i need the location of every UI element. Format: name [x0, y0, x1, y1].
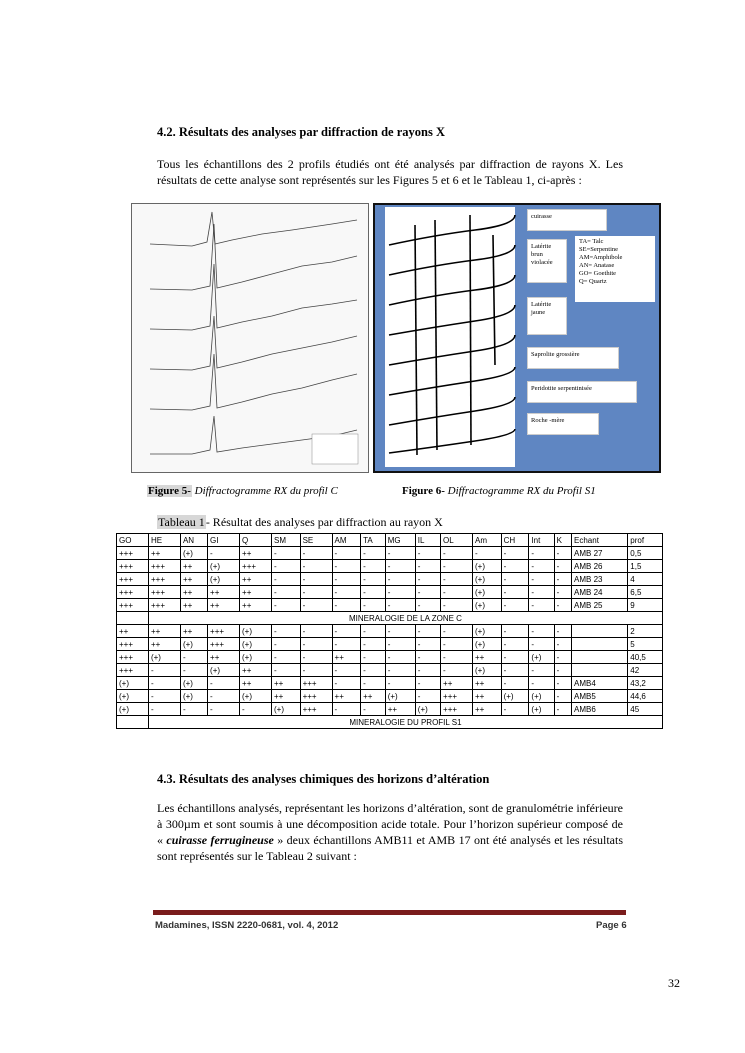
table-cell: [117, 612, 149, 625]
table-cell: AMB4: [572, 677, 628, 690]
table-cell: (+): [271, 703, 300, 716]
table-header-cell: GI: [208, 534, 240, 547]
table-cell: ++: [117, 625, 149, 638]
p43-text-2: » deux échantillons AMB11 et AMB 17 ont été analysés et les résultats sont représentés sur le Tableau 2 suivant :: [157, 833, 623, 863]
table-cell: AMB6: [572, 703, 628, 716]
legend-entry: GO= Goethite: [579, 270, 617, 277]
table-row: [117, 586, 663, 599]
table-cell: ++: [472, 651, 501, 664]
table-row: [117, 547, 663, 560]
table-cell: +++: [148, 586, 180, 599]
table-row: [117, 664, 663, 677]
table-cell: -: [332, 638, 361, 651]
table-cell: (+): [180, 677, 207, 690]
table-cell: (+): [180, 638, 207, 651]
table-cell: (+): [240, 651, 272, 664]
table-cell: -: [501, 560, 529, 573]
table-cell: ++: [208, 599, 240, 612]
table-cell: ++: [271, 677, 300, 690]
table-cell: -: [529, 625, 554, 638]
table-cell: +++: [117, 573, 149, 586]
table-cell: (+): [208, 664, 240, 677]
table-cell: ++: [180, 625, 207, 638]
table-cell: -: [554, 638, 571, 651]
table-cell: -: [529, 586, 554, 599]
table-cell: ++: [240, 599, 272, 612]
table-cell: -: [271, 586, 300, 599]
table-cell: -: [472, 547, 501, 560]
table-row: [117, 677, 663, 690]
table-cell: AMB5: [572, 690, 628, 703]
table-cell: ++: [472, 703, 501, 716]
footer-journal: Madamines, ISSN 2220-0681, vol. 4, 2012: [155, 920, 339, 931]
table-cell: -: [415, 677, 440, 690]
table-cell: -: [554, 599, 571, 612]
table-cell: ++: [472, 677, 501, 690]
table-cell: (+): [472, 573, 501, 586]
table-cell: ++: [361, 690, 386, 703]
table-cell: -: [385, 560, 415, 573]
table-cell: (+): [240, 625, 272, 638]
table-cell: +++: [117, 651, 149, 664]
table-cell: ++: [148, 625, 180, 638]
table-cell: -: [148, 664, 180, 677]
table-header-cell: K: [554, 534, 571, 547]
table-cell: -: [208, 703, 240, 716]
table-header-cell: GO: [117, 534, 149, 547]
table-row: [117, 560, 663, 573]
table-cell: -: [415, 586, 440, 599]
table-cell: -: [385, 638, 415, 651]
table-cell: (+): [208, 560, 240, 573]
table-cell: -: [501, 703, 529, 716]
table-cell: -: [208, 677, 240, 690]
table-cell: -: [271, 560, 300, 573]
table-cell: +++: [240, 560, 272, 573]
table-cell: (+): [117, 703, 149, 716]
table-cell: +++: [208, 625, 240, 638]
table-cell: 2: [628, 625, 663, 638]
table-cell: ++: [180, 586, 207, 599]
table-cell: -: [332, 573, 361, 586]
table-cell: -: [441, 638, 473, 651]
table-cell: -: [441, 651, 473, 664]
table-cell: -: [332, 560, 361, 573]
table-cell: -: [300, 586, 332, 599]
table-cell: 40,5: [628, 651, 663, 664]
table-cell: -: [554, 651, 571, 664]
zone-label: MINERALOGIE DU PROFIL S1: [148, 716, 662, 729]
table-cell: ++: [240, 677, 272, 690]
table-cell: +++: [117, 638, 149, 651]
table-cell: (+): [415, 703, 440, 716]
table-cell: +++: [441, 690, 473, 703]
table-zone-row: [117, 716, 663, 729]
table-cell: -: [441, 625, 473, 638]
table-cell: -: [300, 573, 332, 586]
table-cell: -: [441, 599, 473, 612]
fig6-label-laterite-jaune: Latérite jaune: [527, 297, 567, 335]
table-cell: +++: [300, 690, 332, 703]
footer-rule: [153, 910, 626, 915]
table-cell: -: [529, 638, 554, 651]
table-cell: -: [441, 664, 473, 677]
table-cell: -: [300, 560, 332, 573]
table-cell: -: [271, 651, 300, 664]
table-cell: ++: [332, 651, 361, 664]
table-cell: -: [554, 677, 571, 690]
section-4-3-paragraph: [157, 800, 623, 864]
table-cell: -: [501, 599, 529, 612]
table-header-cell: prof: [628, 534, 663, 547]
figure-6-label: Figure 6-: [402, 485, 445, 497]
table-cell: 9: [628, 599, 663, 612]
table-cell: -: [300, 547, 332, 560]
table-row: [117, 599, 663, 612]
table-cell: -: [529, 677, 554, 690]
table-cell: -: [332, 586, 361, 599]
table-cell: (+): [529, 703, 554, 716]
table-cell: -: [300, 625, 332, 638]
legend-entry: AM=Amphibole: [579, 254, 623, 261]
section-title-4-2: 4.2. Résultats des analyses par diffraction de rayons X: [157, 125, 445, 139]
table-cell: (+): [472, 599, 501, 612]
table-cell: -: [415, 664, 440, 677]
table-cell: (+): [529, 651, 554, 664]
table-cell: -: [554, 547, 571, 560]
table-cell: (+): [472, 586, 501, 599]
table-cell: -: [332, 677, 361, 690]
table-cell: -: [501, 664, 529, 677]
table-header-cell: CH: [501, 534, 529, 547]
table-header-cell: SE: [300, 534, 332, 547]
table-cell: -: [554, 664, 571, 677]
legend-entry: Q= Quartz: [579, 278, 607, 285]
table-cell: +++: [148, 560, 180, 573]
table-cell: [572, 638, 628, 651]
table-cell: -: [300, 599, 332, 612]
table-cell: -: [332, 664, 361, 677]
table-row: [117, 638, 663, 651]
table-cell: (+): [208, 573, 240, 586]
figure-5-caption: [147, 485, 338, 497]
table-cell: -: [385, 586, 415, 599]
table-cell: +++: [117, 547, 149, 560]
section-4-2-paragraph: Tous les échantillons des 2 profils étudiés ont été analysés par diffraction de rayons X. Les résultats de cette analyse sont représentés sur les Figures 5 et 6 et le Tableau 1, ci-après :: [157, 157, 623, 187]
table-row: [117, 651, 663, 664]
table-cell: -: [385, 573, 415, 586]
table-cell: -: [385, 547, 415, 560]
table-1-title-text: - Résultat des analyses par diffraction au rayon X: [205, 515, 443, 529]
table-header-cell: AN: [180, 534, 207, 547]
table-cell: (+): [240, 638, 272, 651]
table-cell: 45: [628, 703, 663, 716]
table-cell: -: [501, 677, 529, 690]
table-cell: -: [415, 560, 440, 573]
legend-entry: AN= Anatase: [579, 262, 615, 269]
table-header-cell: HE: [148, 534, 180, 547]
table-cell: -: [415, 547, 440, 560]
table-cell: AMB 26: [572, 560, 628, 573]
table-cell: ++: [240, 573, 272, 586]
table-cell: -: [332, 599, 361, 612]
table-cell: -: [385, 651, 415, 664]
table-cell: -: [385, 677, 415, 690]
table-cell: ++: [441, 677, 473, 690]
table-cell: +++: [148, 573, 180, 586]
table-cell: ++: [271, 690, 300, 703]
table-1-title: [157, 515, 443, 530]
table-cell: 42: [628, 664, 663, 677]
table-cell: (+): [117, 677, 149, 690]
legend-entry: SE=Serpentine: [579, 246, 619, 253]
table-cell: -: [271, 547, 300, 560]
table-cell: (+): [529, 690, 554, 703]
fig6-legend: [575, 236, 655, 302]
table-cell: -: [271, 664, 300, 677]
footer-page: Page 6: [596, 920, 627, 931]
table-cell: -: [332, 547, 361, 560]
table-cell: -: [501, 651, 529, 664]
figure-6-caption: [402, 485, 596, 497]
table-header-row: [117, 534, 663, 547]
table-cell: -: [554, 625, 571, 638]
table-cell: [572, 625, 628, 638]
table-cell: -: [271, 573, 300, 586]
table-row: [117, 703, 663, 716]
table-cell: ++: [332, 690, 361, 703]
table-cell: -: [554, 560, 571, 573]
table-cell: -: [554, 690, 571, 703]
table-cell: -: [208, 690, 240, 703]
table-1: [116, 533, 663, 729]
table-cell: (+): [180, 690, 207, 703]
table-cell: ++: [148, 638, 180, 651]
table-cell: -: [529, 599, 554, 612]
table-cell: +++: [300, 677, 332, 690]
table-header-cell: AM: [332, 534, 361, 547]
table-cell: -: [441, 547, 473, 560]
table-cell: 1,5: [628, 560, 663, 573]
table-cell: [572, 651, 628, 664]
table-cell: -: [554, 586, 571, 599]
table-cell: -: [361, 625, 386, 638]
table-cell: (+): [472, 625, 501, 638]
table-cell: -: [385, 664, 415, 677]
table-cell: -: [180, 703, 207, 716]
table-cell: -: [415, 573, 440, 586]
table-cell: -: [441, 560, 473, 573]
table-cell: -: [415, 651, 440, 664]
table-cell: 4: [628, 573, 663, 586]
p43-emphasis: cuirasse ferrugineuse: [166, 833, 274, 847]
table-cell: 5: [628, 638, 663, 651]
table-cell: +++: [441, 703, 473, 716]
table-cell: -: [300, 638, 332, 651]
figure-5-graphic: [132, 204, 368, 472]
table-cell: (+): [148, 651, 180, 664]
table-header-cell: MG: [385, 534, 415, 547]
table-cell: (+): [472, 560, 501, 573]
table-cell: -: [148, 677, 180, 690]
table-zone-row: [117, 612, 663, 625]
table-cell: (+): [240, 690, 272, 703]
table-cell: -: [148, 690, 180, 703]
table-cell: ++: [472, 690, 501, 703]
table-cell: 44,6: [628, 690, 663, 703]
table-cell: -: [271, 599, 300, 612]
table-cell: 43,2: [628, 677, 663, 690]
table-cell: -: [361, 573, 386, 586]
table-cell: -: [240, 703, 272, 716]
fig6-label-peridotite: Peridotite serpentinisée: [527, 381, 637, 403]
table-cell: ++: [240, 547, 272, 560]
figure-6-caption-text: Diffractogramme RX du Profil S1: [444, 485, 596, 497]
table-cell: -: [332, 703, 361, 716]
table-cell: -: [361, 586, 386, 599]
table-cell: +++: [117, 586, 149, 599]
table-cell: 0,5: [628, 547, 663, 560]
table-cell: -: [415, 625, 440, 638]
table-cell: -: [361, 703, 386, 716]
table-cell: -: [361, 599, 386, 612]
table-header-cell: Int: [529, 534, 554, 547]
table-cell: -: [271, 638, 300, 651]
table-cell: (+): [180, 547, 207, 560]
table-cell: (+): [501, 690, 529, 703]
table-cell: (+): [472, 638, 501, 651]
table-cell: ++: [180, 560, 207, 573]
table-cell: -: [271, 625, 300, 638]
table-cell: ++: [180, 599, 207, 612]
table-cell: -: [148, 703, 180, 716]
table-cell: -: [441, 586, 473, 599]
table-cell: -: [361, 677, 386, 690]
table-cell: -: [529, 664, 554, 677]
table-cell: +++: [117, 664, 149, 677]
page-number: 32: [668, 976, 680, 990]
table-cell: ++: [240, 586, 272, 599]
table-cell: -: [361, 560, 386, 573]
table-cell: -: [300, 651, 332, 664]
table-cell: +++: [148, 599, 180, 612]
figure-5-label: Figure 5-: [148, 485, 191, 497]
table-row: [117, 690, 663, 703]
table-cell: -: [501, 547, 529, 560]
legend-entry: TA= Talc: [579, 238, 604, 245]
table-header-cell: Echant: [572, 534, 628, 547]
table-cell: -: [208, 547, 240, 560]
fig6-label-roche: Roche -mère: [527, 413, 599, 435]
table-cell: -: [501, 625, 529, 638]
table-cell: -: [361, 547, 386, 560]
fig6-label-cuirasse: cuirasse: [527, 209, 607, 231]
table-cell: -: [300, 664, 332, 677]
table-cell: (+): [385, 690, 415, 703]
table-cell: AMB 25: [572, 599, 628, 612]
table-cell: ++: [240, 664, 272, 677]
table-cell: ++: [180, 573, 207, 586]
table-cell: -: [361, 638, 386, 651]
zone-label: MINERALOGIE DE LA ZONE C: [148, 612, 662, 625]
table-row: [117, 625, 663, 638]
table-cell: -: [361, 664, 386, 677]
table-cell: -: [332, 625, 361, 638]
table-cell: -: [415, 690, 440, 703]
p43-text-1: Les échantillons analysés, représentant les horizons d’altération, sont de granulométrie inférieure à 300µm et sont soumis à une décomposition acide totale. Pour l’horizon supérieur composé de «: [157, 801, 623, 847]
table-cell: -: [554, 573, 571, 586]
table-cell: [572, 664, 628, 677]
table-cell: -: [529, 547, 554, 560]
table-cell: ++: [148, 547, 180, 560]
section-title-4-3: 4.3. Résultats des analyses chimiques des horizons d’altération: [157, 772, 490, 786]
table-cell: -: [554, 703, 571, 716]
table-cell: +++: [208, 638, 240, 651]
table-header-cell: Am: [472, 534, 501, 547]
table-cell: AMB 24: [572, 586, 628, 599]
table-cell: [117, 716, 149, 729]
table-header-cell: IL: [415, 534, 440, 547]
table-header-cell: Q: [240, 534, 272, 547]
table-cell: -: [415, 638, 440, 651]
table-header-cell: TA: [361, 534, 386, 547]
table-cell: +++: [117, 560, 149, 573]
table-cell: AMB 23: [572, 573, 628, 586]
table-cell: ++: [385, 703, 415, 716]
table-cell: (+): [117, 690, 149, 703]
figure-5-caption-text: Diffractogramme RX du profil C: [191, 485, 338, 497]
table-cell: -: [180, 664, 207, 677]
fig6-label-saprolite: Saprolite grossière: [527, 347, 619, 369]
table-header-cell: OL: [441, 534, 473, 547]
table-cell: -: [180, 651, 207, 664]
table-header-cell: SM: [271, 534, 300, 547]
table-cell: ++: [208, 586, 240, 599]
table-cell: (+): [472, 664, 501, 677]
table-cell: -: [529, 573, 554, 586]
table-cell: +++: [117, 599, 149, 612]
table-cell: -: [385, 625, 415, 638]
table-cell: -: [501, 573, 529, 586]
table-cell: -: [529, 560, 554, 573]
table-row: [117, 573, 663, 586]
table-cell: -: [441, 573, 473, 586]
table-1-label: Tableau 1: [158, 515, 205, 529]
table-cell: +++: [300, 703, 332, 716]
fig6-label-laterite-brun: Latérite brun violacée: [527, 239, 567, 283]
table-cell: ++: [208, 651, 240, 664]
table-cell: AMB 27: [572, 547, 628, 560]
table-cell: -: [415, 599, 440, 612]
table-cell: 6,5: [628, 586, 663, 599]
table-cell: -: [385, 599, 415, 612]
table-cell: -: [501, 586, 529, 599]
table-cell: -: [501, 638, 529, 651]
table-cell: -: [361, 651, 386, 664]
figure-5-diffractogram: [131, 203, 369, 473]
